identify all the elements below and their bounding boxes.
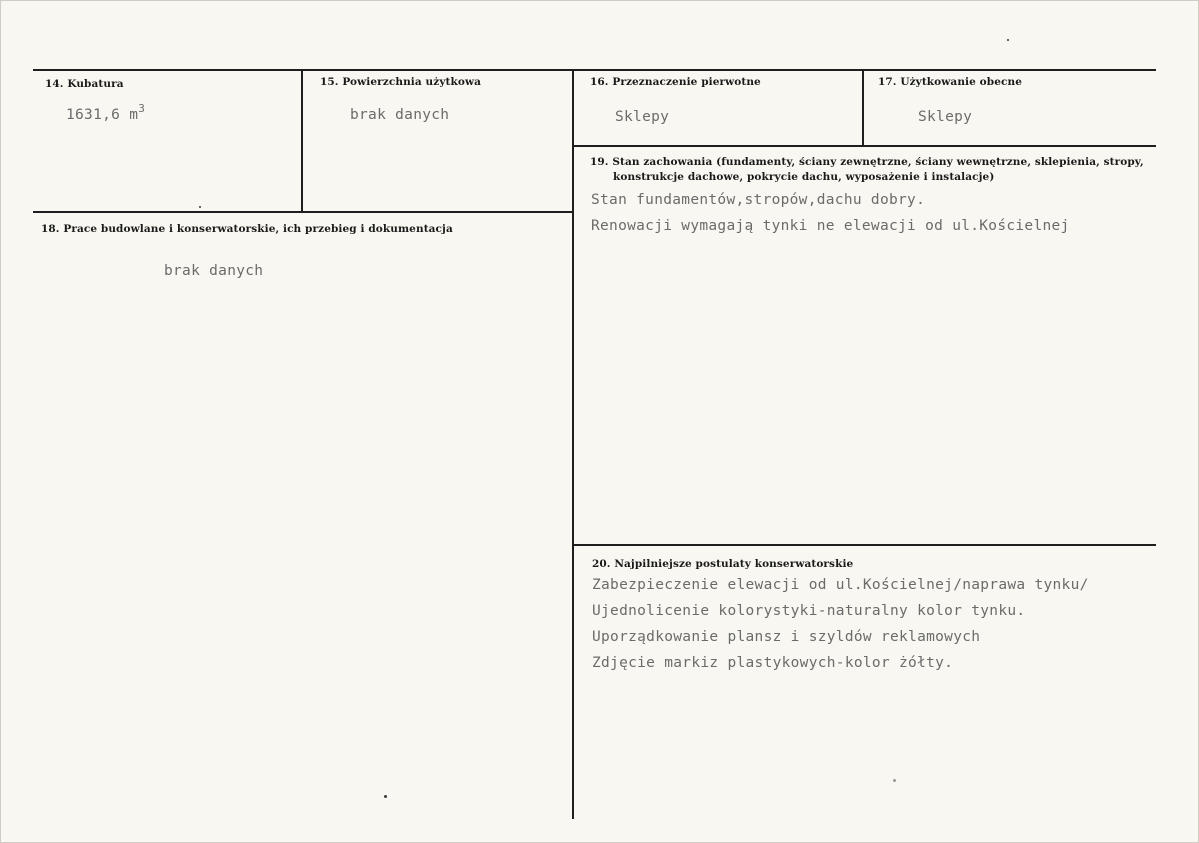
field-16-label: 16. Przeznaczenie pierwotne	[590, 76, 761, 88]
top-rule	[33, 69, 1156, 71]
field-17-value: Sklepy	[918, 109, 973, 125]
field-19-line-1: Stan fundamentów,stropów,dachu dobry.	[591, 192, 926, 208]
field-17-label: 17. Użytkowanie obecne	[878, 76, 1023, 88]
main-column-divider	[572, 70, 574, 819]
field-15-label: 15. Powierzchnia użytkowa	[320, 76, 482, 88]
field-20-line-3: Uporządkowanie plansz i szyldów reklamowych	[592, 629, 981, 645]
field-14-value-superscript: 3	[138, 102, 146, 115]
field-19-label-line1: 19. Stan zachowania (fundamenty, ściany zewnętrzne, ściany wewnętrzne, sklepienia, stropy,	[590, 156, 1144, 168]
divider-16-17	[862, 70, 864, 146]
field-15-value: brak danych	[350, 107, 450, 123]
field-20-line-4: Zdjęcie markiz plastykowych-kolor żółty.	[592, 655, 954, 671]
field-14-label: 14. Kubatura	[45, 78, 124, 90]
field-18-value: brak danych	[164, 263, 264, 279]
field-20-line-1: Zabezpieczenie elewacji od ul.Kościelnej/naprawa tynku/	[592, 577, 1089, 593]
rule-section-20	[574, 544, 1156, 546]
divider-14-15	[301, 70, 303, 212]
rule-row1-right	[574, 145, 1156, 147]
field-19-line-2: Renowacji wymagają tynki ne elewacji od ul.Kościelnej	[591, 218, 1070, 234]
paper-speck	[893, 779, 896, 782]
paper-speck	[1007, 39, 1009, 41]
paper-speck	[199, 206, 201, 208]
field-19-label-line2: konstrukcje dachowe, pokrycie dachu, wyposażenie i instalacje)	[613, 171, 995, 183]
field-16-value: Sklepy	[615, 109, 670, 125]
field-14-value	[66, 102, 146, 123]
field-14-value-text: 1631,6 m	[66, 107, 139, 123]
field-20-line-2: Ujednolicenie kolorystyki-naturalny kolor tynku.	[592, 603, 1026, 619]
field-18-label: 18. Prace budowlane i konserwatorskie, ich przebieg i dokumentacja	[41, 223, 453, 235]
field-20-label: 20. Najpilniejsze postulaty konserwatorskie	[592, 558, 854, 570]
rule-row1-left	[33, 211, 574, 213]
paper-speck	[384, 795, 387, 798]
